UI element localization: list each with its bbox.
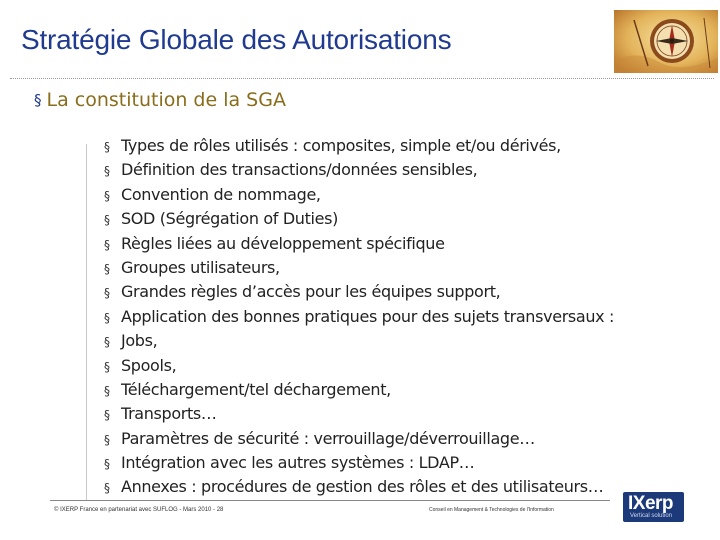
bullet-icon: § — [104, 335, 110, 350]
list-item — [104, 305, 614, 329]
sga-items-list — [104, 134, 614, 500]
section-heading — [34, 89, 286, 111]
list-item — [104, 280, 614, 304]
list-item — [104, 354, 614, 378]
list-item-text: Convention de nommage, — [121, 184, 321, 204]
list-item — [104, 378, 614, 402]
bullet-icon: § — [104, 432, 110, 447]
bullet-icon: § — [104, 164, 110, 179]
bullet-icon: § — [104, 359, 110, 374]
list-item-text: Application des bonnes pratiques pour des sujets transversaux : — [121, 306, 615, 326]
bullet-icon: § — [104, 310, 110, 325]
list-item — [104, 232, 614, 256]
logo-wordmark: IXerp — [628, 493, 674, 514]
list-item-text: SOD (Ségrégation of Duties) — [121, 209, 338, 229]
section-heading-text: La constitution de la SGA — [46, 89, 286, 111]
bullet-icon: § — [104, 408, 110, 423]
list-item-text: Règles liées au développement spécifique — [121, 233, 445, 253]
bullet-icon: § — [104, 237, 110, 252]
bullet-icon: § — [104, 457, 110, 472]
list-item-text: Groupes utilisateurs, — [121, 257, 280, 277]
list-item-text: Annexes : procédures de gestion des rôles et des utilisateurs… — [121, 477, 604, 497]
list-item — [104, 451, 614, 475]
compass-illustration — [614, 10, 718, 73]
list-item-text: Transports… — [121, 404, 217, 424]
list-item — [104, 158, 614, 182]
list-item-text: Grandes règles d’accès pour les équipes support, — [121, 282, 501, 302]
bullet-icon: § — [104, 383, 110, 398]
bullet-icon: § — [104, 261, 110, 276]
list-item — [104, 207, 614, 231]
list-item — [104, 134, 614, 158]
list-item-text: Paramètres de sécurité : verrouillage/déverrouillage… — [121, 428, 535, 448]
list-item-text: Types de rôles utilisés : composites, simple et/ou dérivés, — [121, 136, 561, 155]
list-item — [104, 183, 614, 207]
list-item — [104, 329, 614, 353]
list-item — [104, 475, 614, 499]
bullet-icon: § — [104, 213, 110, 228]
slide-title: Stratégie Globale des Autorisations — [21, 24, 452, 55]
footer-tagline: Conseil en Management & Technologies de l'Information — [429, 507, 554, 513]
bullet-icon: § — [104, 188, 110, 203]
title-divider — [10, 78, 714, 79]
bullet-icon: § — [104, 140, 110, 154]
section-bullet: § — [34, 91, 42, 109]
list-item — [104, 402, 614, 426]
list-vertical-rule — [86, 144, 87, 500]
footer-copyright: © IXERP France en partenariat avec SUFLOG - Mars 2010 - 28 — [54, 507, 224, 513]
bullet-icon: § — [104, 286, 110, 301]
ixerp-logo — [623, 492, 684, 522]
list-item-text: Spools, — [121, 355, 177, 375]
list-item-text: Jobs, — [121, 331, 158, 351]
list-item-text: Définition des transactions/données sensibles, — [121, 160, 478, 180]
logo-tagline: Vertical solution — [630, 513, 673, 519]
footer-divider — [50, 500, 610, 501]
list-item-text: Téléchargement/tel déchargement, — [121, 379, 391, 399]
bullet-icon: § — [104, 481, 110, 496]
list-item — [104, 256, 614, 280]
list-item — [104, 427, 614, 451]
list-item-text: Intégration avec les autres systèmes : LDAP… — [121, 453, 475, 473]
